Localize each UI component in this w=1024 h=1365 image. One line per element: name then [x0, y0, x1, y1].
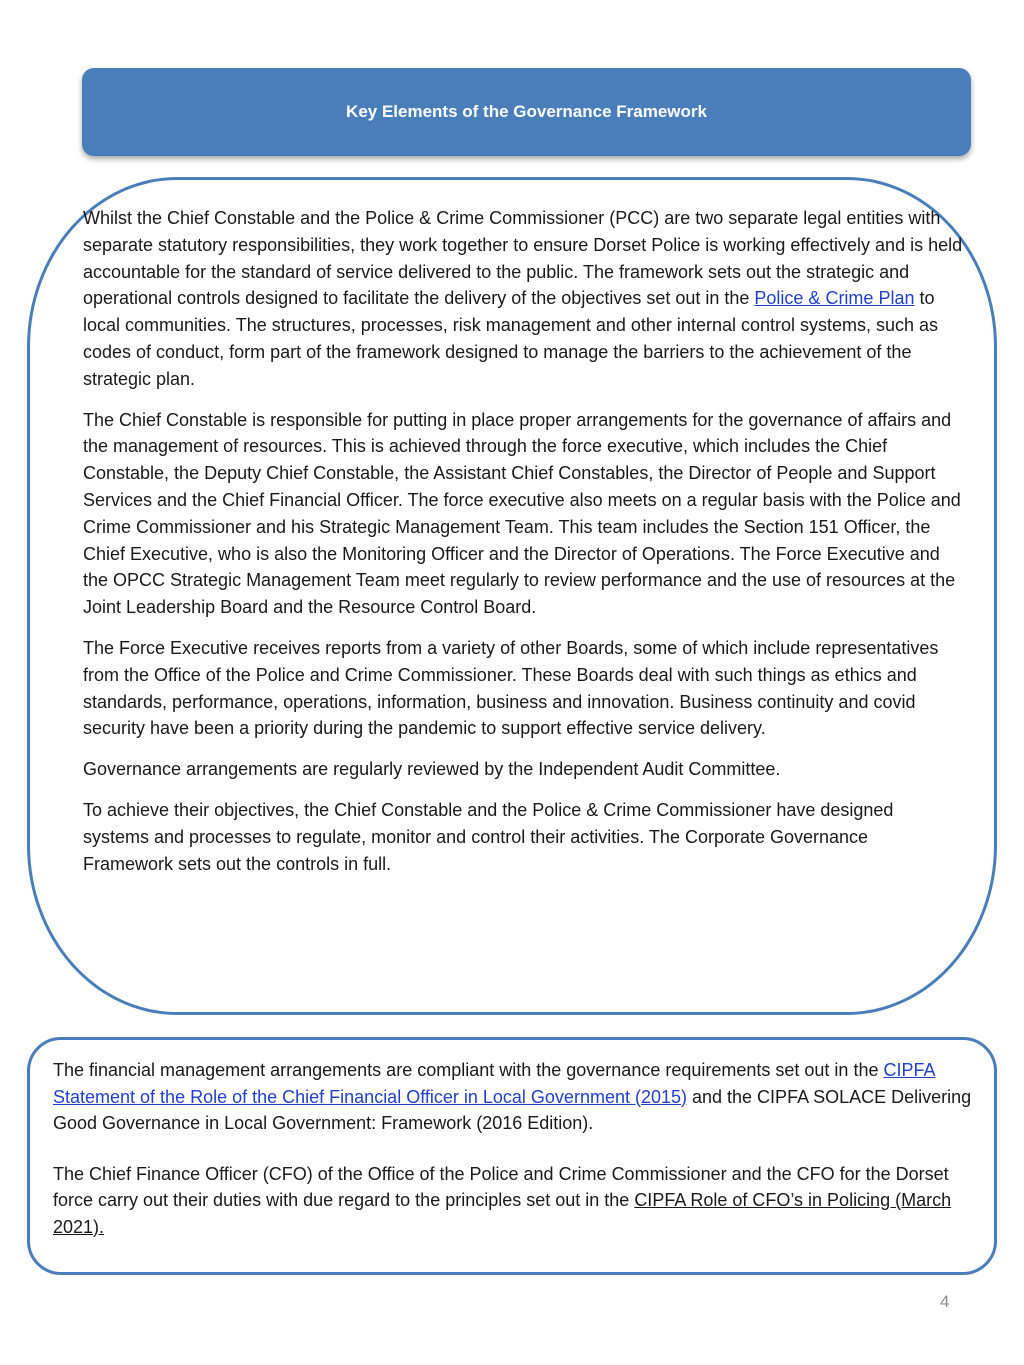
section-header — [82, 68, 971, 156]
paragraph-objectives: To achieve their objectives, the Chief Constable and the Police & Crime Commissioner have designed systems and processes to regulate, monitor and control their activities. The Corporate Governance Framework sets out the controls in full. — [83, 799, 894, 874]
paragraph-audit-committee: Governance arrangements are regularly reviewed by the Independent Audit Committee. — [83, 759, 781, 780]
paragraph-overview — [83, 205, 963, 393]
paragraph-cfo — [53, 1161, 978, 1241]
financial-text-start: The financial management arrangements are compliant with the governance requirements set out in the — [53, 1060, 884, 1080]
financial-management-text — [53, 1057, 978, 1264]
paragraph-force-executive: The Force Executive receives reports from a variety of other Boards, some of which include representatives from the Office of the Police and Crime Commissioner. These Boards deal with such things as ethics and standards, performance, operations, information, business and innovation. Business continuity and covid security have been a priority during the pandemic to support effective service delivery. — [83, 637, 939, 739]
paragraph-chief-constable: The Chief Constable is responsible for putting in place proper arrangements for the governance of affairs and the management of resources. This is achieved through the force executive, which includes the Chief Constable, the Deputy Chief Constable, the Assistant Chief Constables, the Director of People and Support Services and the Chief Financial Officer. The force executive also meets on a regular basis with the Police and Crime Commissioner and his Strategic Management Team. This team includes the Section 151 Officer, the Chief Executive, who is also the Monitoring Officer and the Director of Operations. The Force Executive and the OPCC Strategic Management Team meet regularly to review performance and the use of resources at the Joint Leadership Board and the Resource Control Board. — [83, 409, 961, 618]
financial-text-end: and the CIPFA SOLACE Delivering Good Governance in Local Government: Framework (2016 Edition). — [53, 1086, 972, 1133]
cfo-text-start: The Chief Finance Officer (CFO) of the Office of the Police and Crime Commissioner and the CFO for the Dorset force carry out their duties with due regard to the principles set out in the — [53, 1163, 949, 1210]
cipfa-statement-link[interactable]: CIPFA Statement of the Role of the Chief Financial Officer in Local Government (2015) — [53, 1060, 936, 1107]
overview-text-end: to local communities. The structures, processes, risk management and other internal control systems, such as codes of conduct, form part of the framework designed to manage the barriers to the achievement of the strategic plan. — [83, 288, 939, 389]
section-title: Key Elements of the Governance Framework — [346, 102, 707, 121]
paragraph-financial-arrangements — [53, 1057, 978, 1137]
page-number: 4 — [940, 1292, 950, 1311]
police-crime-plan-link[interactable]: Police & Crime Plan — [754, 288, 915, 309]
overview-text-start: Whilst the Chief Constable and the Police & Crime Commissioner (PCC) are two separate legal entities with separate statutory responsibilities, they work together to ensure Dorset Police is working effectively and is held accountable for the standard of service delivered to the public. The framework sets out the strategic and operational controls designed to facilitate the delivery of the objectives set out in the — [83, 208, 963, 309]
cipfa-role-cfo-link[interactable]: CIPFA Role of CFO’s in Policing (March 2021). — [53, 1190, 952, 1237]
governance-framework-text — [83, 205, 963, 891]
